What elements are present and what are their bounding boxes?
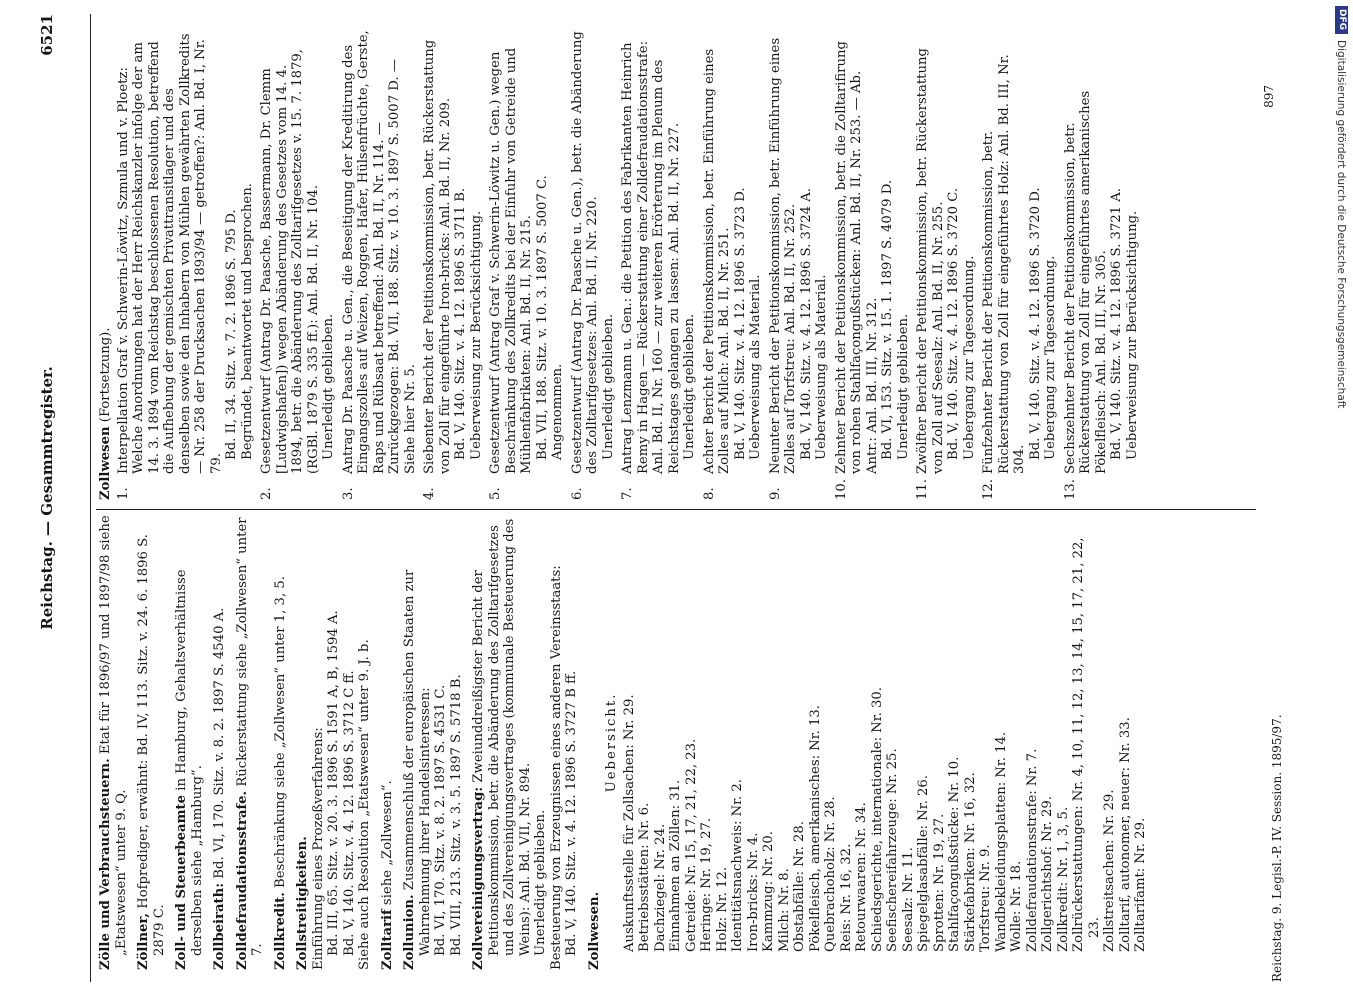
overview-line: Zolltarif, autonomer, neuer: Nr. 33. xyxy=(1117,717,1133,952)
index-entry xyxy=(273,515,289,970)
entry-text: Rückerstattung siehe „Zollwesen“ unter 7. xyxy=(234,517,265,956)
overview-line: Seesalz: Nr. 11. xyxy=(900,847,916,952)
header-rule xyxy=(90,14,91,982)
item-subline: Uebergang zur Tagesordnung. xyxy=(961,255,977,460)
numbered-item xyxy=(422,30,484,500)
item-number: 11. xyxy=(915,479,930,500)
item-number: 7. xyxy=(620,487,635,500)
entry-keyword: Zolltarif xyxy=(379,909,395,970)
entry-line: Bd. V, 140. Sitz. v. 4. 12. 1896 S. 3727 B ff. xyxy=(564,670,579,956)
entry-keyword: Zölle und Verbrauchsteuern. xyxy=(98,758,113,970)
section-keyword: Zollwesen xyxy=(98,426,113,500)
overview-line: Quebrachoholz: Nr. 28. xyxy=(823,796,838,952)
running-title: Reichstag. — Gesammtregister. xyxy=(38,366,56,630)
entry-line: Besteuerung von Erzeugnissen eines anderen Vereinsstaats: xyxy=(548,565,564,970)
item-number: 4. xyxy=(422,487,437,500)
item-number: 1. xyxy=(115,487,131,500)
item-subline: Bd. V, 140. Sitz. v. 4. 12. 1896 S. 3711 B. xyxy=(453,187,468,460)
column-divider xyxy=(96,509,1256,510)
overview-line: Zolldefraudationsstrafe: Nr. 7. xyxy=(1024,748,1040,952)
credit-text: Digitalisierung gefördert durch die Deutsche Forschungsgemeinschaft xyxy=(1335,40,1347,409)
entry-line: Unerledigt geblieben. xyxy=(533,809,548,956)
item-body xyxy=(488,30,566,474)
overview-line: Retourwaaren: Nr. 34. xyxy=(854,802,869,952)
item-text: Fünfzehnter Bericht der Petitionskommission, betr. Rückerstattung von Zoll für eingeführtes Holz: Anl. Bd. III, Nr. 304. xyxy=(981,54,1027,474)
item-subline: Bd. V, 140. Sitz. v. 4. 12. 1896 S. 3724 A. xyxy=(798,188,814,460)
entry-keyword: Zollvereinigungsvertrag: xyxy=(471,786,486,970)
index-entry xyxy=(235,515,266,970)
numbered-item xyxy=(834,30,912,500)
entry-zolltarif xyxy=(380,515,396,970)
numbered-item xyxy=(620,30,698,500)
overview-title: Uebersicht. xyxy=(604,692,619,793)
overview-line: Milch: Nr. 8. xyxy=(776,868,792,952)
overview-line: Torfstreu: Nr. 9. xyxy=(978,844,993,952)
overview-line: Spiegelglasabfälle: Nr. 26. xyxy=(916,775,931,952)
overview-line: Dachziegel: Nr. 24. xyxy=(652,823,668,952)
entry-keyword: Zoll- und Steuerbeamte xyxy=(174,794,189,970)
item-text: Gesetzentwurf (Antrag Dr. Paasche, Bassermann, Dr. Clemm [Ludwigshafen]) wegen Abänderung des Gesetzes vom 14. 4. 1894, betr. die Abänderung des Zolltarifgesetzes v. 15. 7. 1879, (RGBl. 1879 S. 335 ff.): Anl. Bd. II, Nr. 104. xyxy=(259,49,321,474)
entry-line: Siehe auch Resolution „Etatswesen“ unter 9. J. b. xyxy=(357,639,372,970)
item-text: Neunter Bericht der Petitionskommission, betr. Einführung eines Zolles auf Torfstreu: Anl. Bd. II, Nr. 252. xyxy=(767,37,798,474)
entry-keyword: Zollbeirath: xyxy=(212,882,227,970)
index-entry xyxy=(174,515,205,970)
item-number: 13. xyxy=(1062,479,1078,500)
overview-line: Stärkefabriken: Nr. 16, 32. xyxy=(962,772,978,952)
item-subline: Bd. VI, 153. Sitz. v. 15. 1. 1897 S. 4079 D. xyxy=(880,179,895,460)
numbered-item xyxy=(259,30,337,500)
item-subline: Unerledigt geblieben. xyxy=(600,313,616,460)
overview-line: Iron-bricks: Nr. 4. xyxy=(745,832,761,952)
page-number: 6521 xyxy=(38,14,56,56)
overview-line: Reis: Nr. 16, 32. xyxy=(838,843,854,952)
entry-text: siehe „Zollwesen“. xyxy=(379,780,395,906)
numbered-item xyxy=(488,30,566,500)
item-body xyxy=(981,30,1059,474)
entry-zollwesen xyxy=(587,515,1149,970)
numbered-item xyxy=(915,30,977,500)
item-body xyxy=(116,30,256,474)
section-suffix: (Fortsetzung). xyxy=(98,327,113,423)
entry-text: Bd. VI, 170. Sitz. v. 8. 2. 1897 S. 4540 A. xyxy=(212,607,227,879)
item-number: 2. xyxy=(259,487,274,500)
item-body xyxy=(702,30,764,474)
item-number: 12. xyxy=(981,479,996,500)
entry-line: Bd. V, 140. Sitz. v. 4. 12. 1896 S. 3712 C ff. xyxy=(341,670,357,956)
entry-keyword: Zollunion. xyxy=(402,894,417,970)
item-body xyxy=(570,30,617,474)
item-text: Gesetzentwurf (Antrag Dr. Paasche u. Gen.), betr. die Abänderung des Zolltarifgesetzes: Anl. Bd. II, Nr. 220. xyxy=(569,31,600,474)
entry-line: Einführung eines Prozeßverfahrens: xyxy=(310,727,326,970)
item-body xyxy=(620,30,698,474)
item-subline: Bd. V, 140. Sitz. v. 4. 12. 1896 S. 3721 A. xyxy=(1109,188,1124,460)
overview-line: Getreide: Nr. 15, 17, 21, 22, 23. xyxy=(683,738,699,952)
overview-line: Zollgerichtshof: Nr. 29. xyxy=(1040,796,1055,952)
overview-line: Zollstreitsachen: Nr. 29. xyxy=(1102,789,1117,952)
entry-line: Bd. VIII, 213. Sitz. v. 3. 5. 1897 S. 5718 B. xyxy=(448,674,464,956)
entry-zollunion xyxy=(402,515,464,970)
entry-text: Etat für 1896/97 und 1897/98 siehe „Etatswesen“ unter 9. Q. xyxy=(98,515,129,956)
overview-line: Zollkredit: Nr. 1, 3, 5. xyxy=(1055,806,1071,952)
entry-line: Bd. III, 65. Sitz. v. 20. 3. 1896 S. 1591 A, B, 1594 A. xyxy=(326,610,341,956)
overview-line: Sprotten: Nr. 19, 27. xyxy=(931,813,947,952)
dfg-logo: DFG xyxy=(1335,6,1348,34)
item-number: 6. xyxy=(569,487,585,500)
item-subline: Unerledigt geblieben. xyxy=(682,313,697,460)
entry-keyword: Zollwesen. xyxy=(586,891,602,970)
entry-text: Hofprediger, erwähnt: Bd. IV, 113. Sitz. v. 24. 6. 1896 S. 2879 C. xyxy=(136,534,167,956)
index-entry xyxy=(98,515,129,970)
item-body xyxy=(341,30,419,474)
item-body xyxy=(422,30,484,474)
entry-text: Zweiunddreißigster Bericht der Petitionskommission, betr. die Abänderung des Zolltarifgesetzes und des Zollvereinigungsvertrages (kommunale Besteuerung des Weins): Anl. Bd. VII, Nr. 894. xyxy=(471,518,533,956)
entry-keyword: Zöllner, xyxy=(136,913,151,970)
item-subline: Uebergang zur Tagesordnung. xyxy=(1043,255,1058,460)
item-text: Achter Bericht der Petitionskommission, betr. Einführung eines Zolles auf Milch: Anl. Bd. II, Nr. 251. xyxy=(701,48,732,474)
footer-session: Reichstag. 9. Legisl.-P. IV. Session. 1895/97. xyxy=(1270,714,1284,982)
numbered-item xyxy=(768,30,830,500)
item-subline: Unerledigt geblieben. xyxy=(895,313,911,460)
item-text: Zehnter Bericht der Petitionskommission, betr. die Zolltarifirung von rohen Stahlfaçongußstücken: Anl. Bd. II, Nr. 253. — Ab. Antr.: Anl. Bd. III, Nr. 312. xyxy=(833,41,880,474)
item-subline: Ueberweisung zur Berücksichtigung. xyxy=(1124,210,1140,460)
item-subline: Bd. V, 140. Sitz. v. 4. 12. 1896 S. 3720 D. xyxy=(1027,187,1043,460)
numbered-item xyxy=(570,30,617,500)
entry-zollvereinigungsvertrag xyxy=(471,515,580,970)
overview-line: Wolle: Nr. 18. xyxy=(1009,860,1024,952)
overview-line: Seefischereifahrzeuge: Nr. 25. xyxy=(885,748,900,952)
entry-zollstreitigkeiten xyxy=(295,515,373,970)
item-text: Antrag Lenzmann u. Gen.: die Petition des Fabrikanten Heinrich Remy in Hagen — Rückerstattung einer Zolldefraudationsstrafe: Anl. Bd. II, Nr. 160 — zur weiteren Erörterung im Plenum des Reichstages gelangen zu lassen: Anl. Bd. II, Nr. 227. xyxy=(620,40,682,474)
overview-line: Identitätsnachweis: Nr. 2. xyxy=(730,778,745,952)
index-entry xyxy=(136,515,167,970)
item-subline: Bd. II, 34. Sitz. v. 7. 2. 1896 S. 795 D. xyxy=(224,209,239,460)
item-subline: Begründet, beantwortet und besprochen. xyxy=(239,183,255,460)
item-body xyxy=(259,30,337,474)
overview-line: Holz: Nr. 12. xyxy=(714,867,730,952)
numbered-item xyxy=(702,30,764,500)
item-number: 8. xyxy=(701,487,717,500)
entry-text: Beschränkung siehe „Zollwesen“ unter 1, 3, 5. xyxy=(272,576,288,888)
item-text: Gesetzentwurf (Antrag Graf v. Schwerin-Löwitz u. Gen.) wegen Beschränkung des Zollkredits bei der Einfuhr von Getreide und Mühlenfabrikaten: Anl. Bd. II, Nr. 215. xyxy=(488,47,534,474)
item-subline: Ueberweisung als Material. xyxy=(748,274,763,460)
index-entry xyxy=(212,515,228,970)
overview-line: Schiedsgerichte, internationale: Nr. 30. xyxy=(869,687,885,952)
entry-text: Zusammenschluß der europäischen Staaten zur Wahrnehmung ihrer Handelsinteressen: xyxy=(402,569,433,956)
left-column xyxy=(98,515,1156,970)
item-number: 5. xyxy=(488,487,503,500)
overview-line: Wandbekleidungsplatten: Nr. 14. xyxy=(993,731,1009,952)
numbered-items xyxy=(116,30,1141,500)
item-body xyxy=(915,30,977,474)
overview-list xyxy=(622,515,1149,956)
item-subline: Angenommen. xyxy=(550,363,565,460)
entry-line: Bd. VI, 170. Sitz. v. 8. 2. 1897 S. 4531 C. xyxy=(433,684,448,956)
item-subline: Bd. V, 140. Sitz. v. 4. 12. 1896 S. 3723 D. xyxy=(732,187,748,460)
overview-line: Stahlfaçongußstücke: Nr. 10. xyxy=(947,756,962,952)
overview-line: Obstabfälle: Nr. 28. xyxy=(792,821,807,952)
section-heading xyxy=(98,30,114,500)
right-column xyxy=(98,30,1144,500)
item-subline: Ueberweisung als Material. xyxy=(814,274,829,460)
item-body xyxy=(834,30,912,474)
overview-line: Kammzug: Nr. 20. xyxy=(761,831,776,952)
entry-keyword: Zolldefraudationsstrafe. xyxy=(234,790,250,970)
overview-line: Pökelfleisch, amerikanisches: Nr. 13. xyxy=(807,705,823,952)
overview-line: Zolltarifamt: Nr. 29. xyxy=(1133,817,1148,952)
entry-text: in Hamburg, Gehaltsverhältnisse derselben siehe „Hamburg“. xyxy=(174,569,205,956)
item-text: Sechszehnter Bericht der Petitionskommission, betr. Rückerstattung von Zoll für eingeführtes amerikanisches Pökelfleisch: Anl. Bd. III, Nr. 305. xyxy=(1062,90,1109,474)
item-number: 10. xyxy=(833,479,849,500)
item-text: Zwölfter Bericht der Petitionskommission, betr. Rückerstattung von Zoll auf Seesalz: Anl. Bd. II, Nr. 255. xyxy=(915,48,946,474)
item-number: 9. xyxy=(767,487,783,500)
item-body xyxy=(768,30,830,474)
item-subline: Bd. VII, 188. Sitz. v. 10. 3. 1897 S. 5007 C. xyxy=(534,175,550,460)
item-subline: Bd. V, 140. Sitz. v. 4. 12. 1896 S. 3720 C. xyxy=(946,187,961,460)
item-number: 3. xyxy=(340,487,356,500)
item-body xyxy=(1063,30,1141,474)
item-text: Siebenter Bericht der Petitionskommission, betr. Rückerstattung von Zoll für eingeführte Iron-bricks: Anl. Bd. II, Nr. 209. xyxy=(422,39,453,474)
numbered-item xyxy=(116,30,256,500)
overview-line: Betriebsstätten: Nr. 6. xyxy=(637,802,652,952)
footer-page-number: 897 xyxy=(1262,85,1276,108)
numbered-item xyxy=(341,30,419,500)
overview-line: Auskunftsstelle für Zollsachen: Nr. 29. xyxy=(621,694,637,952)
page-header xyxy=(38,14,66,982)
item-text: Antrag Dr. Paasche u. Gen., die Beseitigung der Kreditirung des Eingangszolles auf Weizen, Roggen, Hafer, Hülsenfrüchte, Gerste, Raps und Rübsaat betreffend: Anl. Bd. II, Nr. 114. — Zurückgezogen: Bd. VII, 188. Sitz. v. 10. 3. 1897 S. 5007 D. — Siehe hier Nr. 5. xyxy=(340,30,418,474)
digitization-credit xyxy=(1335,40,1349,520)
overview-line: Einnahmen an Zöllen: 31. xyxy=(668,779,683,952)
item-subline: Unerledigt geblieben. xyxy=(321,313,336,460)
overview-line: Zollrückerstattungen: Nr. 4, 10, 11, 12, 13, 14, 15, 17, 21, 22, 23. xyxy=(1071,537,1102,952)
item-text: Interpellation Graf v. Schwerin-Löwitz, Szmula und v. Ploetz: Welche Anordnungen hat der Herr Reichskanzler infolge der am 14. 3. 1894 vom Reichstag beschlossenen Resolution, betreffend die Aufhebung der gemischten Privattransitlager und des denselben sowie den Inhabern von Mühlen gewährten Zollkredits — Nr. 258 der Drucksachen 1893/94 — getroffen?: Anl. Bd. I, Nr. 79. xyxy=(115,33,224,474)
overview-line: Heringe: Nr. 19, 27. xyxy=(699,817,714,952)
entry-keyword: Zollstreitigkeiten. xyxy=(295,836,310,970)
entry-keyword: Zollkredit. xyxy=(272,892,288,970)
item-subline: Ueberweisung zur Berücksichtigung. xyxy=(468,210,484,460)
numbered-item xyxy=(1063,30,1141,500)
numbered-item xyxy=(981,30,1059,500)
